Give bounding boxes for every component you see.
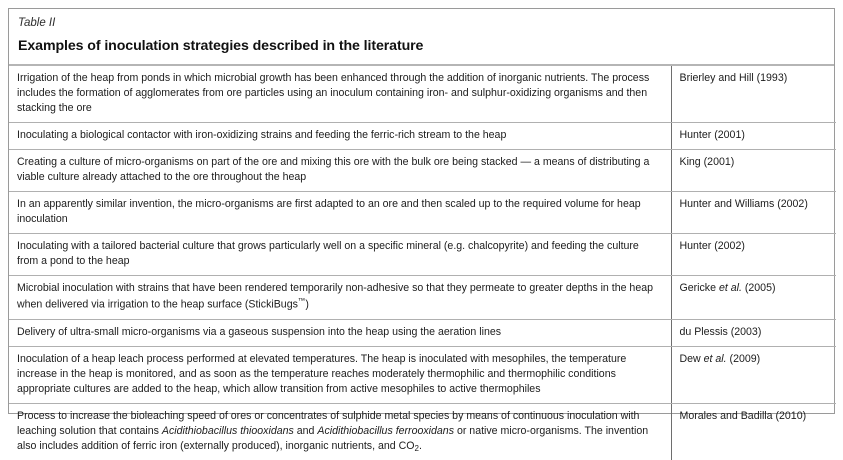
- reference-cell: Hunter (2001): [671, 122, 836, 149]
- reference-cell: Dew et al. (2009): [671, 346, 836, 403]
- strategy-description-cell: Inoculating a biological contactor with iron-oxidizing strains and feeding the ferric-rich stream to the heap: [9, 122, 671, 149]
- table-row: [9, 403, 836, 460]
- strategy-description-cell: Irrigation of the heap from ponds in which microbial growth has been enhanced through the addition of inorganic nutrients. The process includes the formation of agglomerates from ore particles using an inoculum containing iron- and sulphur-oxidizing organisms and then stacking the ore: [9, 66, 671, 123]
- table-row: [9, 191, 836, 233]
- reference-cell: King (2001): [671, 149, 836, 191]
- strategy-description-cell: Microbial inoculation with strains that have been rendered temporarily non-adhesive so that they permeate to greater depths in the heap when delivered via irrigation to the heap surface (StickiBugs™): [9, 276, 671, 320]
- table-row: [9, 346, 836, 403]
- strategy-description-cell: In an apparently similar invention, the micro-organisms are first adapted to an ore and then scaled up to the required volume for heap inoculation: [9, 191, 671, 233]
- reference-cell: du Plessis (2003): [671, 319, 836, 346]
- reference-cell: Gericke et al. (2005): [671, 276, 836, 320]
- strategy-description-cell: Delivery of ultra-small micro-organisms via a gaseous suspension into the heap using the aeration lines: [9, 319, 671, 346]
- table-caption: [9, 9, 834, 66]
- table-row: [9, 149, 836, 191]
- table-row: [9, 122, 836, 149]
- table-container: [8, 8, 835, 453]
- table-body: [9, 66, 836, 460]
- reference-cell: Morales and Badilla (2010): [679, 409, 807, 422]
- reference-cell: Hunter (2002): [671, 233, 836, 275]
- strategy-description-cell: Process to increase the bioleaching speed of ores or concentrates of sulphide metal species by means of continuous inoculation with leaching solution that contains Acidithiobacillus thiooxidans and Acidithiobacillus ferrooxidans or native micro-organisms. The invention also includes addition of ferric iron (externally produced), inorganic nutrients, and $CO_2$.: [9, 403, 671, 460]
- table-row: [9, 66, 836, 123]
- reference-cell: Brierley and Hill (1993): [671, 66, 836, 123]
- strategy-description-cell: Creating a culture of micro-organisms on part of the ore and mixing this ore with the bulk ore being stacked — a means of distributing a viable culture already attached to the ore throughout the heap: [9, 149, 671, 191]
- table-row: [9, 233, 836, 275]
- reference-cell: Hunter and Williams (2002): [671, 191, 836, 233]
- inoculation-strategies-table: [9, 66, 836, 460]
- table-label: Table II: [18, 17, 56, 29]
- page-title: Examples of inoculation strategies described in the literature: [18, 37, 424, 54]
- table-row: [9, 276, 836, 320]
- table-row: [9, 319, 836, 346]
- strategy-description-cell: Inoculation of a heap leach process performed at elevated temperatures. The heap is inoculated with mesophiles, the temperature increase in the heap is monitored, and as soon as the temperature reaches moderately thermophilic and thermophilic conditions appropriate cultures are added to the heap, which allow transition from active mesophiles to active thermophiles: [9, 346, 671, 403]
- strategy-description-cell: Inoculating with a tailored bacterial culture that grows particularly well on a specific mineral (e.g. chalcopyrite) and feeding the culture from a pond to the heap: [9, 233, 671, 275]
